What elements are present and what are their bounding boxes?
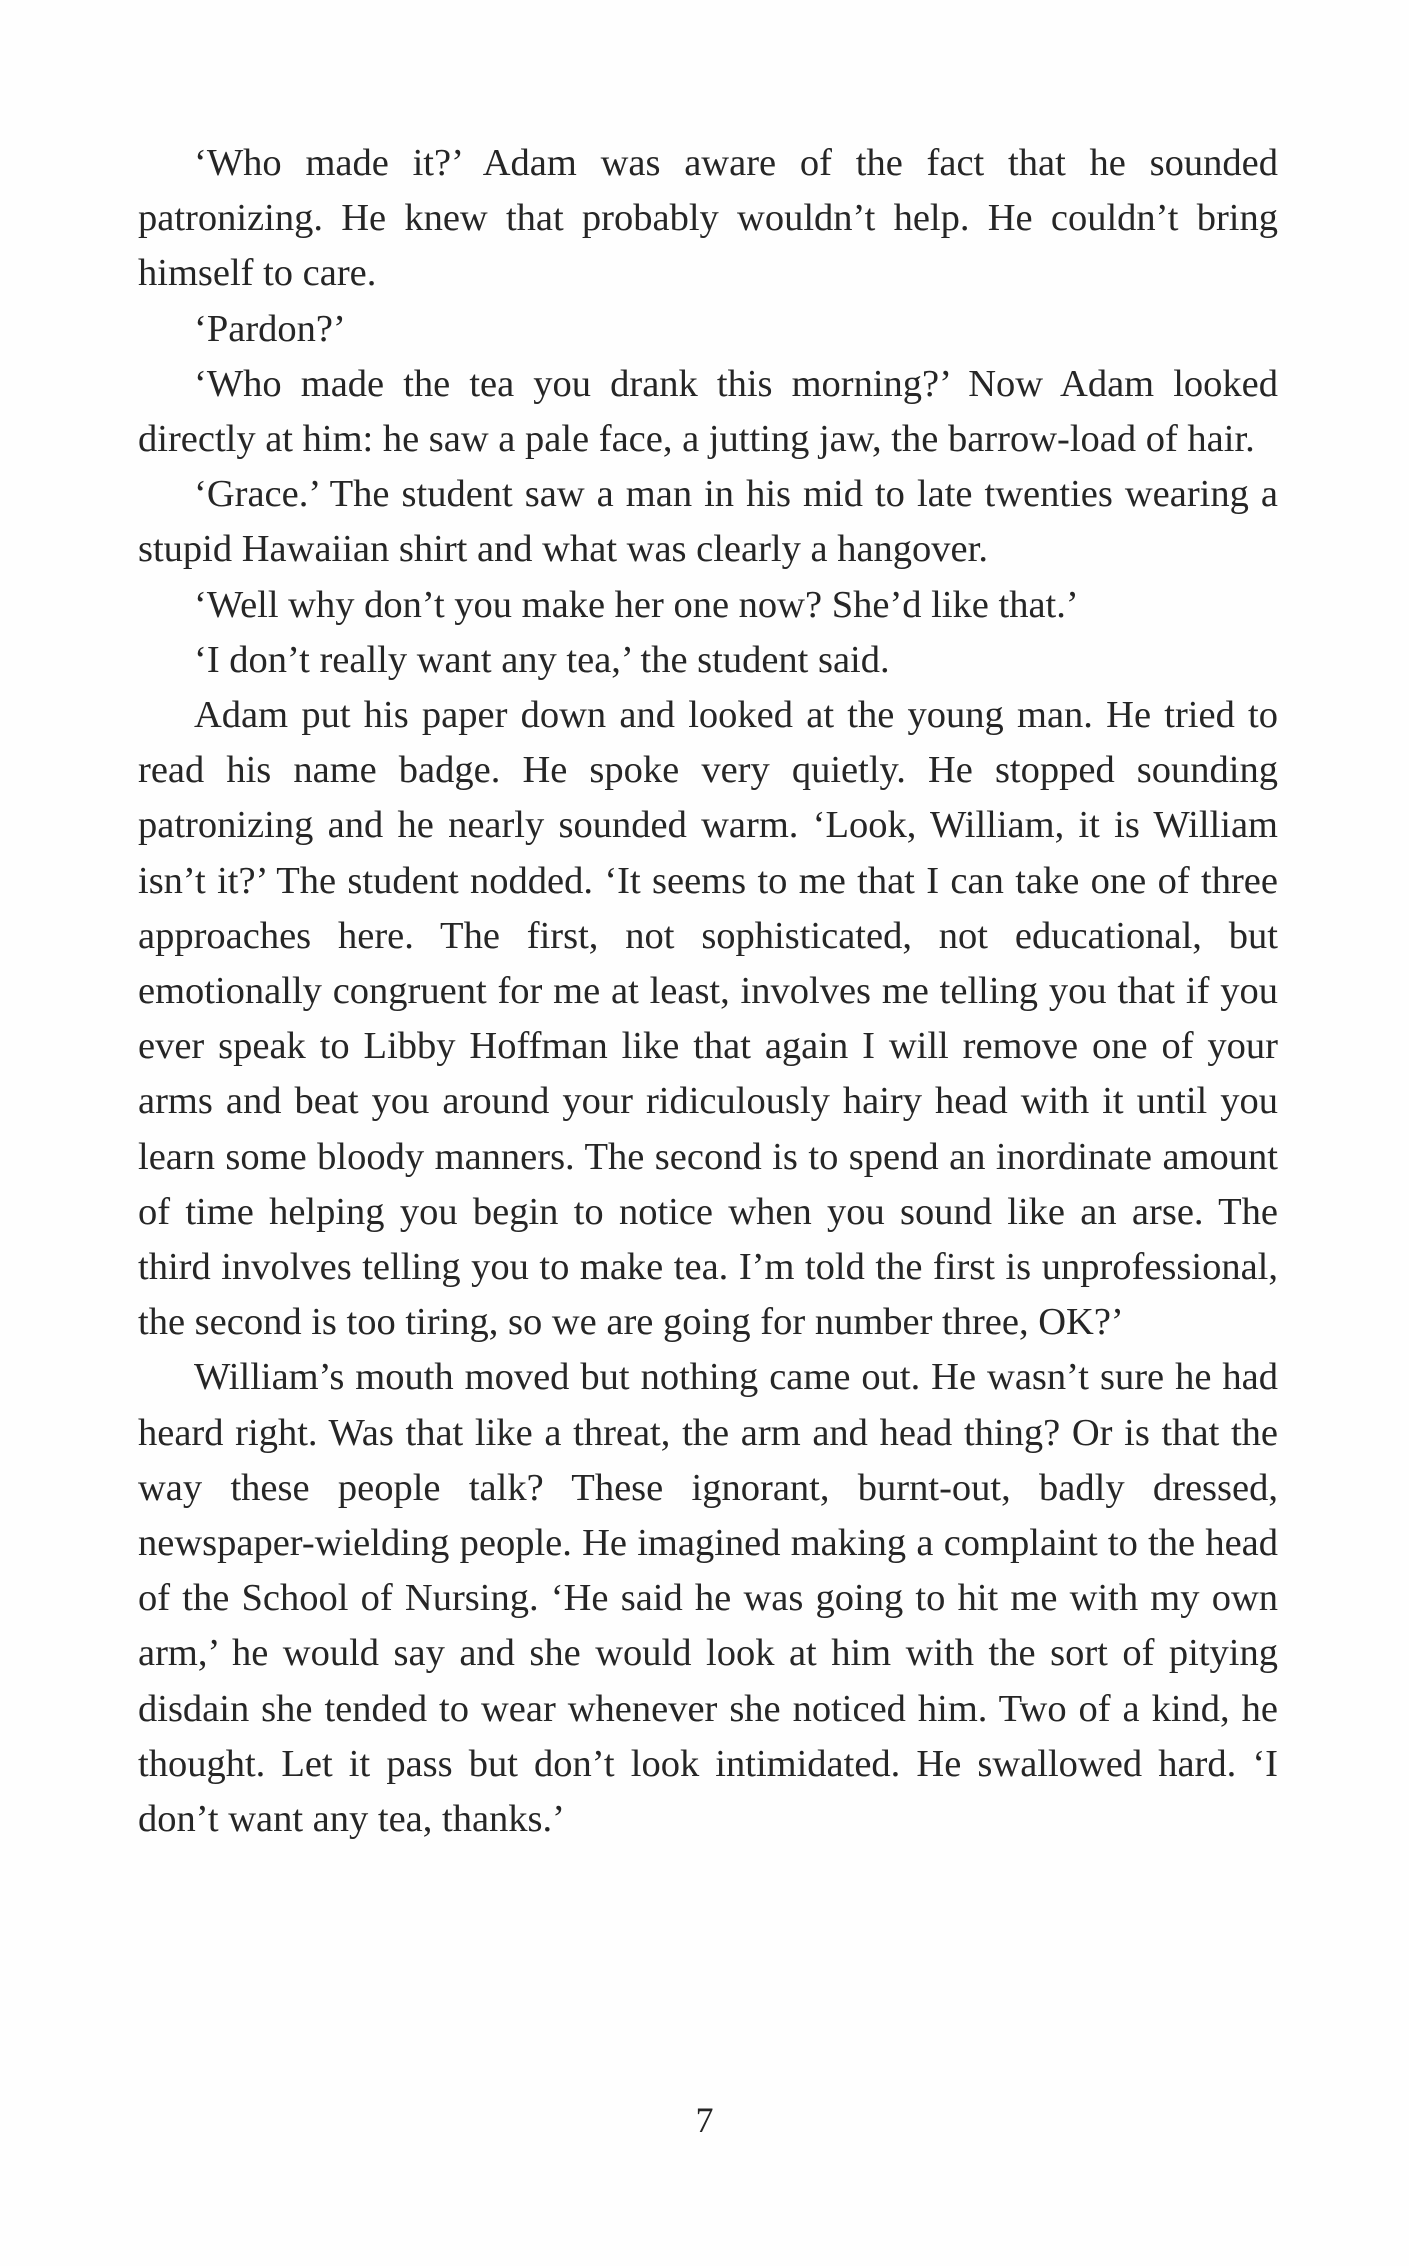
- paragraph-1: ‘Who made it?’ Adam was aware of the fact that he sounded patronizing. He knew that probably wouldn’t help. He couldn’t bring himself to care.: [138, 142, 1278, 295]
- paragraph-3: ‘Who made the tea you drank this morning?’ Now Adam looked directly at him: he saw a pale face, a jutting jaw, the barrow-load of hair.: [138, 362, 1278, 461]
- body-text: [138, 136, 1278, 1847]
- page-number: 7: [695, 2100, 714, 2140]
- paragraph-8: William’s mouth moved but nothing came out. He wasn’t sure he had heard right. Was that like a threat, the arm and head thing? Or is that the way these people talk? These ignorant, burnt-out, badly dressed, newspaper-wielding people. He imagined making a complaint to the head of the School of Nursing. ‘He said he was going to hit me with my own arm,’ he would say and she would look at him with the sort of pitying disdain she tended to wear whenever she noticed him. Two of a kind, he thought. Let it pass but don’t look intimidated. He swallowed hard. ‘I don’t want any tea, thanks.’: [138, 1356, 1278, 1841]
- paragraph-4: ‘Grace.’ The student saw a man in his mid to late twenties wearing a stupid Hawaiian shirt and what was clearly a hangover.: [138, 473, 1278, 571]
- paragraph-5: ‘Well why don’t you make her one now? She’d like that.’: [194, 583, 1079, 626]
- paragraph-2: ‘Pardon?’: [194, 307, 346, 350]
- paragraph-7: Adam put his paper down and looked at the young man. He tried to read his name badge. He spoke very quietly. He stopped sounding patronizing and he nearly sounded warm. ‘Look, William, it is William isn’t it?’ The student nodded. ‘It seems to me that I can take one of three approaches here. The first, not sophisticated, not educational, but emotionally congruent for me at least, involves me telling you that if you ever speak to Libby Hoffman like that again I will remove one of your arms and beat you around your ridiculously hairy head with it until you learn some bloody manners. The second is to spend an inordinate amount of time helping you begin to notice when you sound like an arse. The third involves telling you to make tea. I’m told the first is unprofessional, the second is too tiring, so we are going for number three, OK?’: [138, 694, 1278, 1344]
- paragraph-6: ‘I don’t really want any tea,’ the student said.: [194, 638, 890, 681]
